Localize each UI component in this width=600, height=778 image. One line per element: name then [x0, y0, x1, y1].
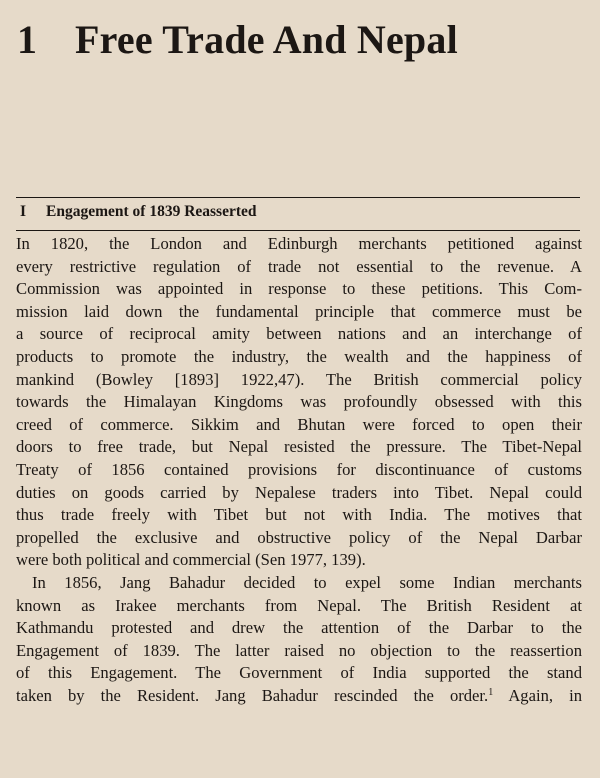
body-text: [16, 233, 582, 707]
text-line: In 1856, Jang Bahadur decided to expel some Indian merchants: [32, 572, 582, 592]
text-fragment: taken by the Resident. Jang Bahadur rescinded the order.: [16, 685, 489, 705]
text-line: Engagement of 1839. The latter raised no objection to the reassertion: [16, 640, 582, 660]
text-line: every restrictive regulation of trade not essential to the revenue. A: [16, 256, 582, 276]
text-line: Kathmandu protested and drew the attention of the Darbar to the: [16, 618, 582, 638]
text-line: Commission was appointed in response to these petitions. This Com-: [16, 279, 582, 299]
text-line: mission laid down the fundamental principle that commerce must be: [16, 301, 582, 321]
chapter-title-text: Free Trade And Nepal: [75, 17, 458, 62]
chapter-number: 1: [17, 17, 38, 62]
text-line-with-footnote: [16, 685, 582, 708]
section-rule-bottom: [16, 230, 580, 231]
text-line: a source of reciprocal amity between nations and an interchange of: [16, 324, 582, 344]
text-line: duties on goods carried by Nepalese traders into Tibet. Nepal could: [16, 482, 582, 502]
text-line: mankind (Bowley [1893] 1922,47). The British commercial policy: [16, 369, 582, 389]
text-line: known as Irakee merchants from Nepal. The British Resident at: [16, 595, 582, 615]
section-rule-top: [16, 197, 580, 198]
section-heading: [20, 203, 257, 221]
text-line: In 1820, the London and Edinburgh merchants petitioned against: [16, 234, 582, 253]
paragraph-1: [16, 233, 582, 572]
text-line: were both political and commercial (Sen 1977, 139).: [16, 550, 366, 570]
text-line: thus trade freely with Tibet but not with India. The motives that: [16, 505, 582, 525]
section-title: Engagement of 1839 Reasserted: [46, 203, 257, 220]
text-fragment: Again, in: [493, 685, 582, 705]
text-line: of this Engagement. The Government of India supported the stand: [16, 663, 582, 683]
section-number: I: [20, 203, 27, 220]
text-line: propelled the exclusive and obstructive policy of the Nepal Darbar: [16, 527, 582, 547]
text-line: towards the Himalayan Kingdoms was profoundly obsessed with this: [16, 392, 582, 412]
paragraph-2: [16, 572, 582, 708]
text-line: Treaty of 1856 contained provisions for discontinuance of customs: [16, 459, 582, 479]
text-line: creed of commerce. Sikkim and Bhutan were forced to open their: [16, 414, 582, 434]
text-line: doors to free trade, but Nepal resisted the pressure. The Tibet-Nepal: [16, 437, 582, 457]
chapter-title: [17, 18, 458, 62]
text-line: products to promote the industry, the wealth and the happiness of: [16, 346, 582, 366]
footnote-marker[interactable]: 1: [488, 686, 494, 698]
